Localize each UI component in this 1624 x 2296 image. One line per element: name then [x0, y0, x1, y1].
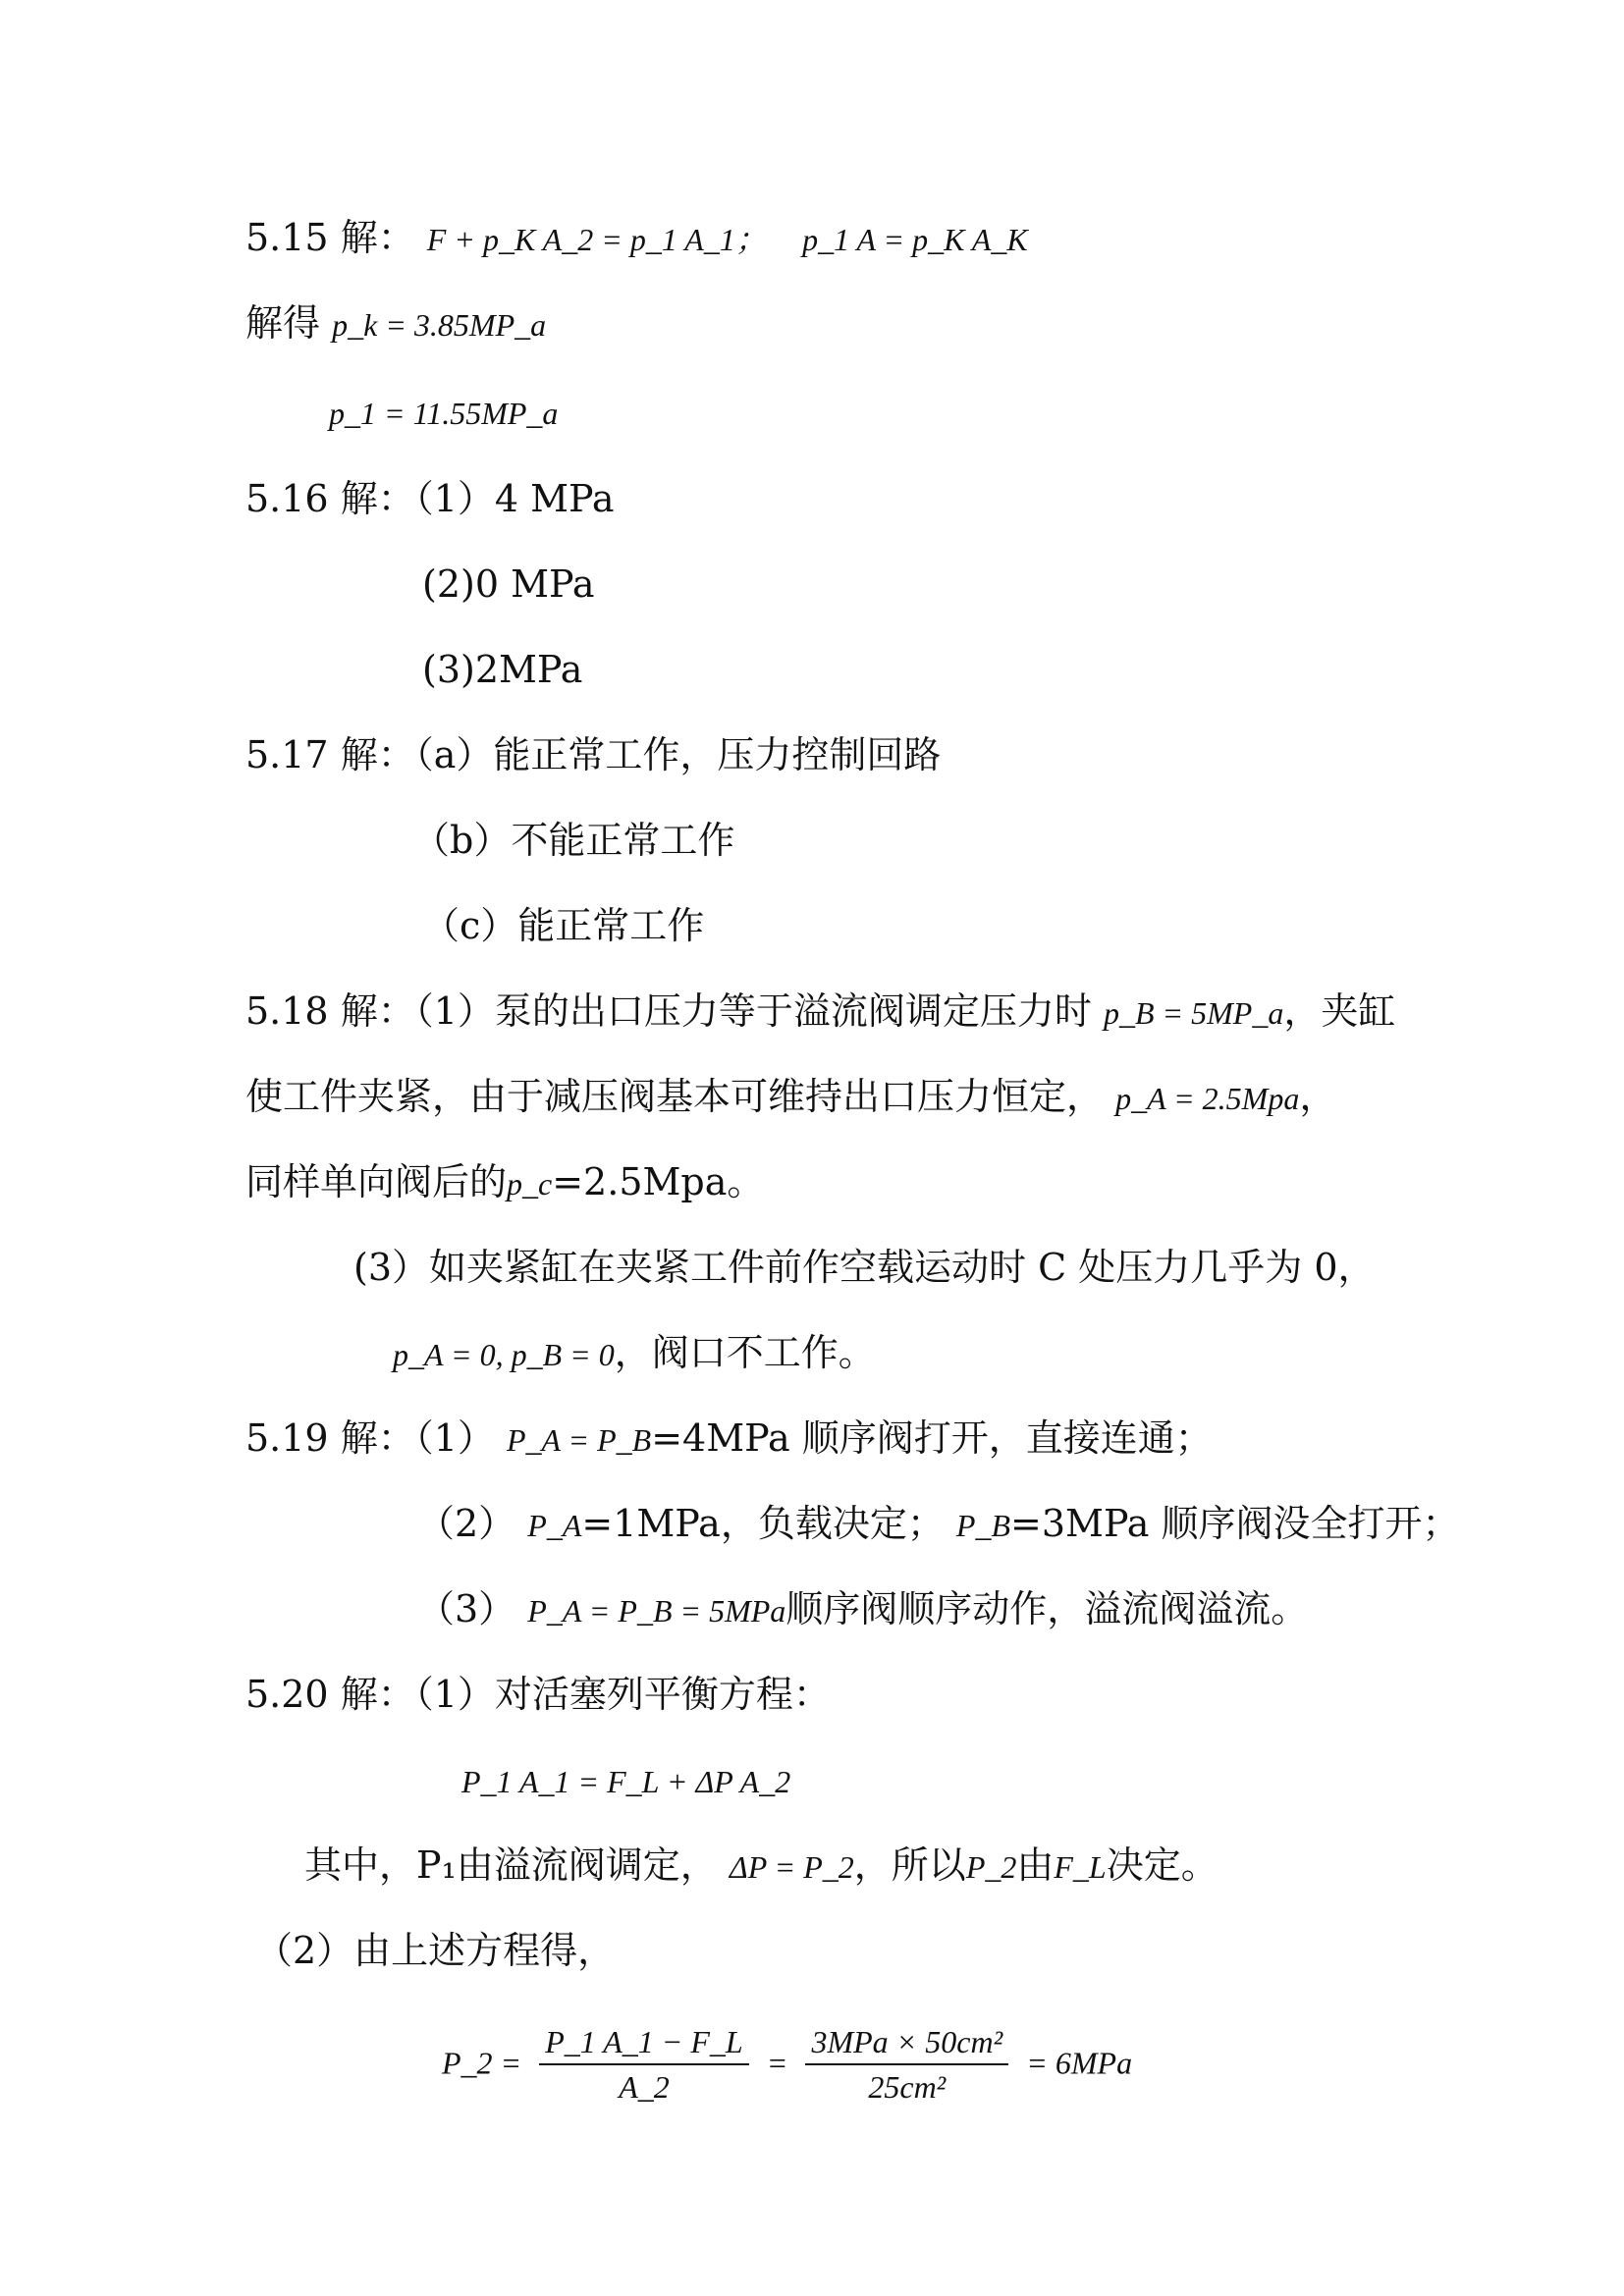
fraction-numerator: 3MPa × 50cm² [805, 2022, 1008, 2065]
equation: P_A = P_B [506, 1422, 652, 1458]
solution-line [393, 1329, 876, 1378]
equation: p_B = 5MP_a [1103, 995, 1284, 1031]
answer-item [417, 1585, 1308, 1634]
answer-label: 5.16 解： [245, 477, 415, 520]
answer-5-15-line [245, 214, 1028, 263]
solution-line [353, 1244, 1376, 1291]
text: （2） [417, 1502, 516, 1545]
answer-label: 5.19 解： [245, 1416, 415, 1460]
fraction-numerator: P_1 A_1 − F_L [539, 2022, 748, 2065]
equation: p_1 = 11.55MP_a [329, 396, 559, 431]
answer-5-19-line [245, 1415, 1213, 1464]
fraction [539, 2022, 748, 2107]
text: 解得 [245, 301, 321, 345]
answer-5-20-line [245, 1671, 831, 1718]
equation: ΔP = P_2 [729, 1849, 854, 1885]
text: (2)0 MPa [422, 562, 595, 606]
answer-label: 5.20 解： [245, 1673, 415, 1716]
answer-label: 5.15 解： [245, 216, 415, 259]
text: 同样单向阀后的 [245, 1160, 508, 1203]
text: =4MPa 顺序阀打开，直接连通； [651, 1416, 1213, 1460]
text: 决定。 [1106, 1843, 1218, 1887]
answer-5-16-line [245, 475, 615, 522]
equation: p_1 A = p_K A_K [802, 222, 1028, 257]
text: =1MPa，负载决定； [581, 1502, 945, 1545]
solution-line [245, 299, 546, 348]
answer-5-18-line [245, 988, 1395, 1037]
text: （b）不能正常工作 [412, 819, 735, 862]
text: =2.5Mpa。 [552, 1160, 765, 1203]
answer-item [422, 902, 704, 949]
fraction-denominator: 25cm² [868, 2069, 947, 2105]
solution-line [329, 388, 558, 437]
answer-5-17-line [245, 731, 941, 778]
solution-line [255, 1927, 615, 1974]
equation: P_B [955, 1508, 1011, 1543]
equation: p_A = 2.5Mpa [1115, 1081, 1300, 1116]
text: ，夹缸 [1283, 989, 1396, 1033]
equation: F + p_K A_2 = p_1 A_1； [426, 222, 767, 257]
text: (3）如夹紧缸在夹紧工件前作空载运动时 C 处压力几乎为 0， [353, 1246, 1376, 1289]
text: =3MPa 顺序阀没全打开； [1010, 1502, 1460, 1545]
final-equation [442, 2022, 1132, 2107]
solution-line [245, 1073, 1336, 1122]
equation: P_A [527, 1508, 582, 1543]
text: ， [1299, 1075, 1337, 1118]
solution-line [245, 1158, 764, 1207]
answer-item [412, 817, 734, 864]
text: ，所以 [853, 1843, 966, 1887]
text: 其中，P₁由溢流阀调定， [304, 1843, 718, 1887]
text: 使工件夹紧，由于减压阀基本可维持出口压力恒定， [245, 1075, 1105, 1118]
answer-item [422, 561, 595, 608]
equation: P_A = P_B = 5MPa [527, 1593, 786, 1629]
text: （3） [417, 1587, 516, 1630]
equation-rhs: = 6MPa [1026, 2045, 1133, 2081]
answer-item [422, 646, 582, 693]
equation: p_k = 3.85MP_a [332, 307, 547, 343]
text: （1）4 MPa [414, 477, 615, 520]
answer-label: 5.18 解： [245, 989, 415, 1033]
answer-label: 5.17 解： [245, 733, 415, 776]
text: (3)2MPa [422, 648, 583, 691]
text: （2）由上述方程得， [255, 1929, 616, 1972]
fraction-denominator: A_2 [619, 2069, 670, 2105]
text: （c）能正常工作 [422, 904, 705, 947]
equation: P_1 A_1 = F_L + ΔP A_2 [461, 1764, 791, 1799]
equals-sign: = [766, 2045, 788, 2081]
text: 顺序阀顺序动作，溢流阀溢流。 [785, 1587, 1309, 1630]
equation-line [461, 1756, 790, 1805]
text: （1） [414, 1416, 495, 1460]
answer-item [417, 1500, 1460, 1549]
text: （1）对活塞列平衡方程： [414, 1673, 831, 1716]
equation: p_c [507, 1166, 553, 1201]
equation: p_A = 0, p_B = 0 [393, 1337, 615, 1372]
text: （1）泵的出口压力等于溢流阀调定压力时 [414, 989, 1092, 1033]
fraction [805, 2022, 1008, 2107]
text: （a）能正常工作，压力控制回路 [414, 733, 942, 776]
text: 由 [1016, 1843, 1055, 1887]
equation: F_L [1054, 1849, 1107, 1885]
equation: P_2 [965, 1849, 1017, 1885]
equation-lhs: P_2 = [442, 2045, 522, 2081]
text: ，阀口不工作。 [614, 1331, 876, 1374]
solution-line [304, 1842, 1218, 1891]
